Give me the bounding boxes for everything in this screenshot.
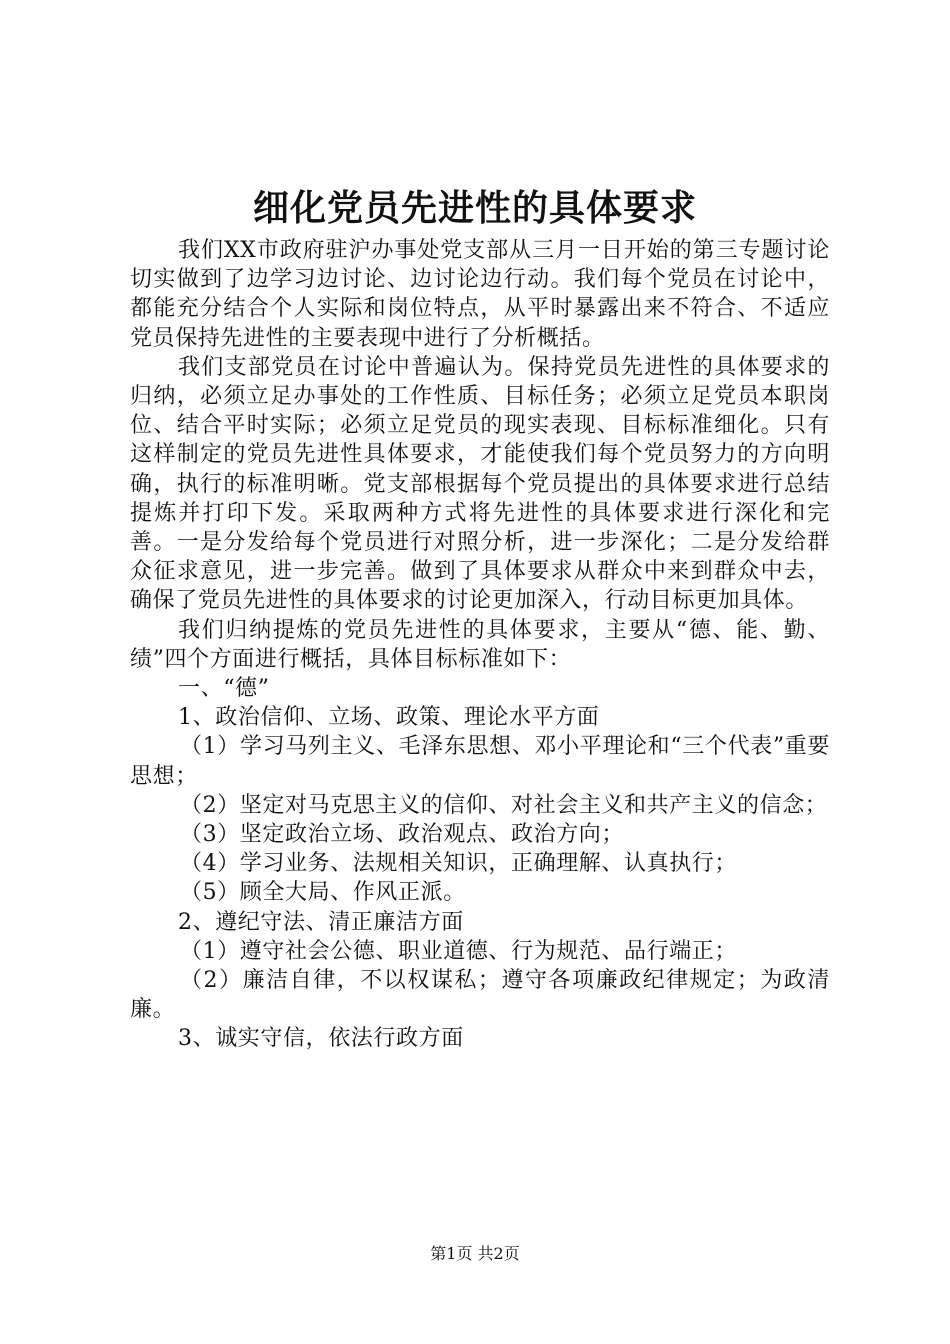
page-number-footer: 第1页 共2页	[430, 1244, 520, 1263]
paragraph-discussion: 我们支部党员在讨论中普遍认为。保持党员先进性的具体要求的归纳，必须立足办事处的工作性质、目标任务；必须立足党员本职岗位、结合平时实际；必须立足党员的现实表现、目标标准细化。只有这样制定的党员先进性具体要求，才能使我们每个党员努力的方向明确，执行的标准明晰。党支部根据每个党员提出的具体要求进行总结提炼并打印下发。采取两种方式将先进性的具体要求进行深化和完善。一是分发给每个党员进行对照分析，进一步深化；二是分发给群众征求意见，进一步完善。做到了具体要求从群众中来到群众中去，确保了党员先进性的具体要求的讨论更加深入，行动目标更加具体。	[130, 354, 830, 614]
section-heading-de: 一、“德”	[178, 676, 270, 702]
list-item: （4）学习业务、法规相关知识，正确理解、认真执行；	[180, 851, 737, 877]
subsection-heading-2: 2、遵纪守法、清正廉洁方面	[178, 909, 464, 935]
list-item: （1）遵守社会公德、职业道德、行为规范、品行端正；	[180, 938, 737, 964]
subsection-heading-3: 3、诚实守信，依法行政方面	[178, 1026, 464, 1052]
document-body	[130, 236, 830, 1054]
list-item: （5）顾全大局、作风正派。	[180, 880, 466, 906]
document-title: 细化党员先进性的具体要求	[252, 187, 697, 229]
paragraph-intro: 我们XX市政府驻沪办事处党支部从三月一日开始的第三专题讨论切实做到了边学习边讨论、边讨论边行动。我们每个党员在讨论中，都能充分结合个人实际和岗位特点，从平时暴露出来不符合、不适应党员保持先进性的主要表现中进行了分析概括。	[130, 238, 830, 351]
subsection-heading-1: 1、政治信仰、立场、政策、理论水平方面	[178, 705, 600, 731]
list-item: （2）坚定对马克思主义的信仰、对社会主义和共产主义的信念；	[180, 792, 828, 818]
list-item: （1）学习马列主义、毛泽东思想、邓小平理论和“三个代表”重要思想；	[130, 734, 830, 789]
paragraph-summary: 我们归纳提炼的党员先进性的具体要求，主要从“德、能、勤、绩”四个方面进行概括，具体目标标准如下：	[130, 617, 830, 672]
list-item: （3）坚定政治立场、政治观点、政治方向；	[180, 822, 624, 848]
list-item: （2）廉洁自律，不以权谋私；遵守各项廉政纪律规定；为政清廉。	[130, 968, 830, 1023]
